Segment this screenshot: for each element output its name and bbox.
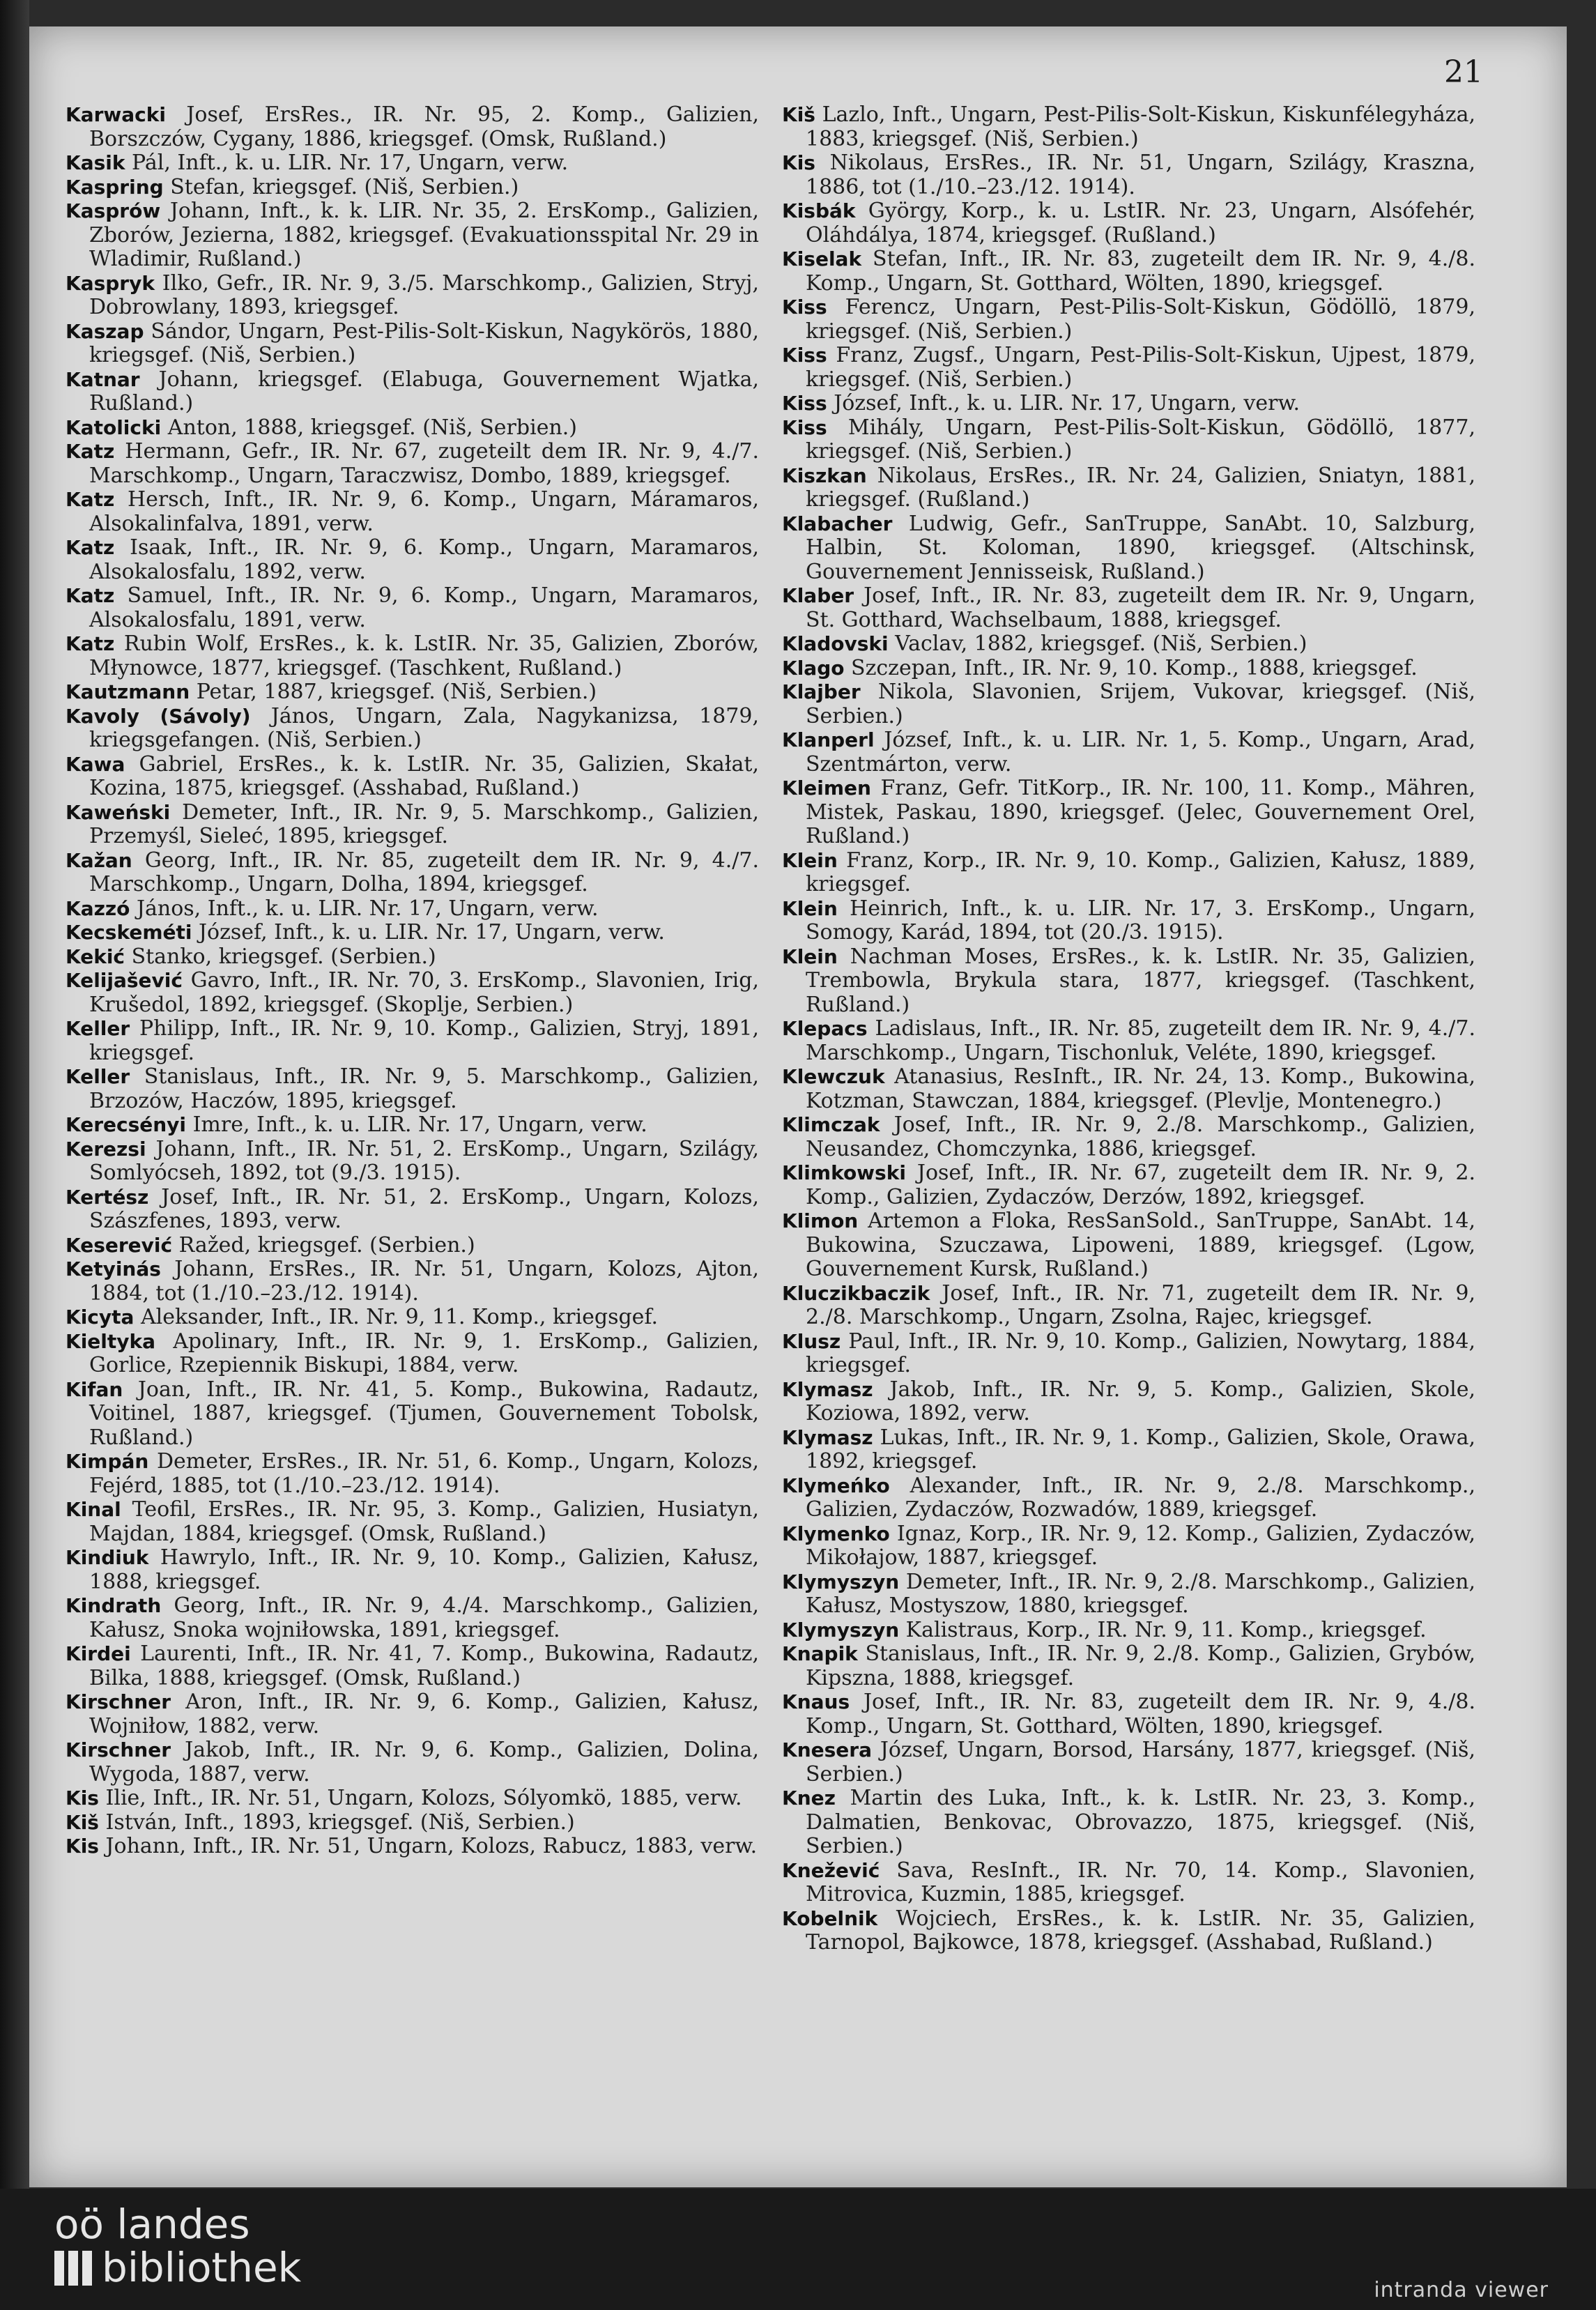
entry-surname: Klein [782,896,838,920]
register-entry [66,1113,759,1138]
entry-surname: Klein [782,944,838,968]
register-entry [782,680,1475,728]
register-entry [782,1619,1475,1643]
entry-details: Sándor, Ungarn, Pest-Pilis-Solt-Kiskun, Nagykörös, 1880, kriegsgef. (Niš, Serbien.) [89,319,759,367]
entry-details: Sava, ResInft., IR. Nr. 70, 14. Komp., Slavonien, Mitrovica, Kuzmin, 1885, kriegsgef. [806,1858,1475,1906]
entry-surname: Kautzmann [66,680,190,703]
entry-details: Demeter, Inft., IR. Nr. 9, 2./8. Marschkomp., Galizien, Kałusz, Mostyszow, 1880, kriegsgef. [806,1569,1475,1618]
entry-details: Josef, Inft., IR. Nr. 83, zugeteilt dem IR. Nr. 9, Ungarn, St. Gotthard, Wachselbaum, 1888, kriegsgef. [806,583,1475,632]
entry-surname: Keserević [66,1233,173,1257]
register-entry [782,728,1475,777]
register-entry [782,1522,1475,1570]
entry-details: Kalistraus, Korp., IR. Nr. 9, 11. Komp., kriegsgef. [905,1617,1427,1642]
register-entry [782,1474,1475,1522]
register-entry [66,945,759,970]
entry-details: Laurenti, Inft., IR. Nr. 41, 7. Komp., Bukowina, Radautz, Bilka, 1888, kriegsgef. (Omsk, Rußland.) [89,1642,759,1690]
register-entry [782,1017,1475,1065]
register-entry [66,1065,759,1113]
entry-surname: Klymenko [782,1522,890,1545]
entry-surname: Klymeńko [782,1474,890,1497]
entry-surname: Kertész [66,1185,149,1209]
entry-details: Georg, Inft., IR. Nr. 85, zugeteilt dem IR. Nr. 9, 4./7. Marschkomp., Ungarn, Dolha, 1894, kriegsgef. [89,848,759,896]
register-entry [66,1330,759,1378]
entry-details: Szczepan, Inft., IR. Nr. 9, 10. Komp., 1888, kriegsgef. [851,655,1418,680]
register-entry [782,1282,1475,1330]
entry-surname: Kluczikbaczik [782,1281,930,1305]
register-entry [782,584,1475,632]
register-entry [66,199,759,272]
entry-surname: Katz [66,536,115,559]
entry-surname: Kladovski [782,632,889,655]
entry-details: Georg, Inft., IR. Nr. 9, 4./4. Marschkomp., Galizien, Kałusz, Snoka wojniłowska, 1891, kriegsgef. [89,1593,759,1642]
register-entry [66,368,759,416]
entry-surname: Knez [782,1787,836,1810]
register-entry [782,512,1475,585]
left-column [66,103,759,1859]
entry-surname: Karwacki [66,103,166,126]
entry-details: Johann, kriegsgef. (Elabuga, Gouvernement Wjatka, Rußland.) [89,367,759,415]
scanned-page [29,26,1567,2187]
register-entry [66,1835,759,1859]
register-entry [66,1594,759,1642]
register-entry [66,488,759,536]
entry-details: Artemon a Floka, ResSanSold., SanTruppe, SanAbt. 14, Bukowina, Szuczawa, Lipoweni, 1889, kriegsgef. (Lgow, Gouvernement Kursk, Rußland.) [806,1209,1475,1281]
register-entry [66,320,759,368]
entry-details: Nachman Moses, ErsRes., k. k. LstIR. Nr. 35, Galizien, Trembowla, Brykula stara, 1877, kriegsgef. (Taschkent, Rußland.) [806,944,1475,1017]
register-entry [782,392,1475,416]
register-entry [782,464,1475,512]
register-entry [66,849,759,897]
register-entry [782,199,1475,247]
register-entry [782,1570,1475,1619]
entry-details: Franz, Zugsf., Ungarn, Pest-Pilis-Solt-Kiskun, Ujpest, 1879, kriegsgef. (Niš, Serbien.) [806,343,1475,392]
register-entry [66,1811,759,1835]
entry-details: Stefan, Inft., IR. Nr. 83, zugeteilt dem IR. Nr. 9, 4./8. Komp., Ungarn, St. Gotthard, Wölten, 1890, kriegsgef. [806,247,1475,296]
entry-details: Stanislaus, Inft., IR. Nr. 9, 5. Marschkomp., Galizien, Brzozów, Haczów, 1895, kriegsgef. [89,1064,759,1113]
entry-surname: Kirschner [66,1738,171,1761]
entry-surname: Klewczuk [782,1065,885,1088]
entry-details: Josef, Inft., IR. Nr. 71, zugeteilt dem IR. Nr. 9, 2./8. Marschkomp., Ungarn, Zsolna, Rajec, kriegsgef. [806,1280,1475,1329]
entry-details: Heinrich, Inft., k. u. LIR. Nr. 17, 3. ErsKomp., Ungarn, Somogy, Karád, 1894, tot (20./3. 1915). [806,896,1475,944]
register-entry [66,1186,759,1234]
entry-surname: Kawa [66,752,125,776]
register-entry [66,416,759,441]
entry-details: Pál, Inft., k. u. LIR. Nr. 17, Ungarn, verw. [132,151,569,175]
entry-surname: Kiss [782,415,827,439]
page-edge [0,0,29,2189]
entry-details: György, Korp., k. u. LstIR. Nr. 23, Ungarn, Alsófehér, Oláhdálya, 1874, kriegsgef. (Rußland.) [806,199,1475,247]
entry-surname: Klabacher [782,512,893,535]
entry-surname: Kaspring [66,175,164,199]
entry-surname: Kiš [66,1810,99,1834]
entry-details: Johann, ErsRes., IR. Nr. 51, Ungarn, Kolozs, Ajton, 1884, tot (1./10.–23./12. 1914). [89,1257,759,1306]
entry-surname: Klymyszyn [782,1618,900,1642]
entry-details: Philipp, Inft., IR. Nr. 9, 10. Komp., Galizien, Stryj, 1891, kriegsgef. [89,1016,759,1065]
entry-surname: Kaspryk [66,271,155,295]
entry-details: Josef, Inft., IR. Nr. 83, zugeteilt dem IR. Nr. 9, 4./8. Komp., Ungarn, St. Gotthard, Wölten, 1890, kriegsgef. [806,1690,1475,1738]
entry-details: Franz, Gefr. TitKorp., IR. Nr. 100, 11. Komp., Mähren, Mistek, Paskau, 1890, kriegsgef. (Jelec, Gouvernement Orel, Rußland.) [806,776,1475,848]
register-entry [66,1787,759,1811]
entry-surname: Kobelnik [782,1906,878,1930]
register-entry [66,801,759,849]
entry-surname: Kifan [66,1377,123,1401]
entry-surname: Kiss [782,392,827,415]
entry-surname: Kiss [782,296,827,319]
entry-surname: Kieltyka [66,1329,156,1353]
entry-surname: Kimpán [66,1450,149,1473]
entry-details: Hermann, Gefr., IR. Nr. 67, zugeteilt dem IR. Nr. 9, 4./7. Marschkomp., Ungarn, Taraczwisz, Dombo, 1889, kriegsgef. [89,439,759,488]
register-entry [782,296,1475,344]
entry-surname: Katz [66,488,115,511]
entry-details: Josef, Inft., IR. Nr. 9, 2./8. Marschkomp., Galizien, Neusandez, Chomczynka, 1886, kriegsgef. [806,1112,1475,1161]
entry-details: József, Inft., k. u. LIR. Nr. 17, Ungarn, verw. [199,920,665,944]
entry-surname: Kaweński [66,800,171,824]
register-entry [66,969,759,1017]
entry-surname: Klaber [782,584,854,607]
register-entry [782,849,1475,897]
entry-details: Wojciech, ErsRes., k. k. LstIR. Nr. 35, Galizien, Tarnopol, Bajkowce, 1878, kriegsgef. (Asshabad, Rußland.) [806,1906,1475,1955]
register-entry [782,416,1475,464]
entry-details: Lukas, Inft., IR. Nr. 9, 1. Komp., Galizien, Skole, Orawa, 1892, kriegsgef. [806,1425,1475,1474]
logo-line-2: bibliothek [102,2244,302,2291]
entry-surname: Katz [66,440,115,463]
entry-surname: Keller [66,1017,130,1040]
entry-details: Vaclav, 1882, kriegsgef. (Niš, Serbien.) [895,632,1307,656]
entry-surname: Kirdei [66,1642,131,1665]
entry-surname: Klusz [782,1329,841,1353]
entry-details: Hersch, Inft., IR. Nr. 9, 6. Komp., Ungarn, Máramaros, Alsokalinfalva, 1891, verw. [89,487,759,536]
entry-surname: Knapik [782,1642,858,1665]
entry-surname: Kindiuk [66,1546,149,1569]
register-entry [66,897,759,921]
entry-surname: Kasik [66,151,125,174]
entry-surname: Klanperl [782,728,875,751]
register-entry [66,584,759,632]
register-entry [66,1642,759,1690]
register-entry [782,777,1475,849]
entry-details: Ignaz, Korp., IR. Nr. 9, 12. Komp., Galizien, Zydaczów, Mikołajow, 1887, kriegsgef. [806,1521,1475,1570]
register-entry [66,1257,759,1306]
entry-surname: Kis [782,151,815,174]
register-entry [782,1907,1475,1955]
entry-surname: Klimon [782,1209,859,1232]
entry-details: Anton, 1888, kriegsgef. (Niš, Serbien.) [167,415,578,440]
register-entry [782,657,1475,681]
register-entry [782,1642,1475,1690]
register-entry [782,1113,1475,1161]
entry-surname: Kiselak [782,247,862,270]
entry-surname: Kerecsényi [66,1113,187,1136]
entry-surname: Kaszap [66,319,144,343]
entry-details: Ilie, Inft., IR. Nr. 51, Ungarn, Kolozs, Sólyomkö, 1885, verw. [105,1786,742,1810]
entry-details: Paul, Inft., IR. Nr. 9, 10. Komp., Galizien, Nowytarg, 1884, kriegsgef. [806,1329,1475,1377]
register-entry [66,1378,759,1451]
register-entry [782,1426,1475,1474]
entry-surname: Kleimen [782,777,871,800]
entry-surname: Knežević [782,1858,880,1882]
register-entry [782,103,1475,151]
entry-details: Atanasius, ResInft., IR. Nr. 24, 13. Komp., Bukowina, Kotzman, Stawczan, 1884, kriegsgef. (Plevlje, Montenegro.) [806,1064,1475,1113]
register-entry [66,272,759,320]
register-entry [66,536,759,584]
page-number: 21 [1444,54,1483,90]
entry-surname: Kažan [66,848,132,872]
register-entry [66,1234,759,1258]
register-entry [66,1498,759,1546]
entry-details: Johann, Inft., k. k. LIR. Nr. 35, 2. ErsKomp., Galizien, Zborów, Jezierna, 1882, kriegsgef. (Evakuationsspital Nr. 29 in Wladimir, Rußland.) [89,199,759,271]
entry-details: Nikolaus, ErsRes., IR. Nr. 24, Galizien, Sniatyn, 1881, kriegsgef. (Rußland.) [806,463,1475,512]
register-entry [782,1738,1475,1787]
entry-details: Ludwig, Gefr., SanTruppe, SanAbt. 10, Salzburg, Halbin, St. Koloman, 1890, kriegsgef. (Altschinsk, Gouvernement Jennisseisk, Rußland.) [806,511,1475,584]
entry-surname: Katolicki [66,415,162,439]
entry-surname: Kinal [66,1498,121,1521]
entry-details: Jakob, Inft., IR. Nr. 9, 5. Komp., Galizien, Skole, Koziowa, 1892, verw. [806,1377,1475,1425]
entry-details: József, Inft., k. u. LIR. Nr. 17, Ungarn, verw. [834,391,1300,415]
register-entry [66,1546,759,1594]
entry-details: Josef, Inft., IR. Nr. 51, 2. ErsKomp., Ungarn, Kolozs, Szászfenes, 1893, verw. [89,1184,759,1233]
entry-details: Josef, ErsRes., IR. Nr. 95, 2. Komp., Galizien, Borszczów, Cygany, 1886, kriegsgef. (Omsk, Rußland.) [89,102,759,151]
register-entry [66,440,759,488]
register-entry [66,1690,759,1738]
viewer-brand: intranda viewer [1374,2278,1549,2302]
register-entry [66,1738,759,1787]
entry-surname: Katz [66,632,115,655]
entry-surname: Kis [66,1787,99,1810]
register-entry [66,705,759,753]
entry-details: Joan, Inft., IR. Nr. 41, 5. Komp., Bukowina, Radautz, Voitinel, 1887, kriegsgef. (Tjumen, Gouvernement Tobolsk, Rußland.) [89,1377,759,1450]
entry-details: János, Inft., k. u. LIR. Nr. 17, Ungarn, verw. [136,896,599,921]
entry-surname: Kicyta [66,1306,135,1329]
entry-surname: Klymasz [782,1425,873,1449]
entry-surname: Katnar [66,367,140,391]
register-entry [66,632,759,680]
entry-details: Rubin Wolf, ErsRes., k. k. LstIR. Nr. 35, Galizien, Zborów, Młynowce, 1877, kriegsgef. (Taschkent, Rußland.) [89,632,759,680]
entry-details: Johann, Inft., IR. Nr. 51, Ungarn, Kolozs, Rabucz, 1883, verw. [105,1834,758,1858]
entry-surname: Kecskeméti [66,921,192,944]
register-entry [66,680,759,705]
entry-surname: Kasprów [66,199,161,222]
entry-surname: Kis [66,1835,99,1858]
entry-details: Ladislaus, Inft., IR. Nr. 85, zugeteilt dem IR. Nr. 9, 4./7. Marschkomp., Ungarn, Tischonluk, Veléte, 1890, kriegsgef. [806,1016,1475,1065]
entry-surname: Klein [782,848,838,872]
entry-surname: Klymyszyn [782,1570,900,1593]
register-entry [66,151,759,176]
entry-details: Hawrylo, Inft., IR. Nr. 9, 10. Komp., Galizien, Kałusz, 1888, kriegsgef. [89,1545,759,1594]
entry-surname: Kerezsi [66,1137,146,1161]
register-entry [782,1161,1475,1209]
register-entry [66,176,759,200]
entry-details: Mihály, Ungarn, Pest-Pilis-Solt-Kiskun, Gödöllö, 1877, kriegsgef. (Niš, Serbien.) [806,415,1475,464]
entry-surname: Kirschner [66,1690,171,1713]
entry-details: Josef, Inft., IR. Nr. 67, zugeteilt dem IR. Nr. 9, 2. Komp., Galizien, Zydaczów, Derzów, 1892, kriegsgef. [806,1161,1475,1209]
register-entry [782,897,1475,945]
entry-surname: Klago [782,656,845,680]
entry-details: Lazlo, Inft., Ungarn, Pest-Pilis-Solt-Kiskun, Kiskunfélegyháza, 1883, kriegsgef. (Niš, Serbien.) [806,102,1475,151]
entry-surname: Klimczak [782,1113,880,1136]
entry-details: Apolinary, Inft., IR. Nr. 9, 1. ErsKomp., Galizien, Gorlice, Rzepiennik Biskupi, 1884, verw. [89,1329,759,1377]
entry-details: Jakob, Inft., IR. Nr. 9, 6. Komp., Galizien, Dolina, Wygoda, 1887, verw. [89,1738,759,1787]
entry-surname: Ketyinás [66,1257,161,1280]
register-entry [782,1690,1475,1738]
entry-surname: Kisbák [782,199,856,222]
entry-surname: Keller [66,1065,130,1088]
entry-details: János, Ungarn, Zala, Nagykanizsa, 1879, kriegsgefangen. (Niš, Serbien.) [89,703,759,752]
entry-surname: Klajber [782,680,861,703]
entry-details: Demeter, ErsRes., IR. Nr. 51, 6. Komp., Ungarn, Kolozs, Fejérd, 1885, tot (1./10.–23./12. 1914). [89,1449,759,1498]
entry-surname: Kekić [66,944,125,968]
entry-details: Stanko, kriegsgef. (Serbien.) [131,944,436,969]
entry-surname: Kavoly (Sávoly) [66,704,251,728]
entry-details: Imre, Inft., k. u. LIR. Nr. 17, Ungarn, verw. [192,1112,647,1137]
register-entry [66,1138,759,1186]
entry-details: Nikolaus, ErsRes., IR. Nr. 51, Ungarn, Szilágy, Kraszna, 1886, tot (1./10.–23./12. 1914). [806,151,1475,199]
entry-details: Teofil, ErsRes., IR. Nr. 95, 3. Komp., Galizien, Husiatyn, Majdan, 1884, kriegsgef. (Omsk, Rußland.) [89,1497,759,1546]
register-entry [66,103,759,151]
logo-line-1: oö landes [54,2201,250,2248]
entry-surname: Kelijašević [66,969,183,992]
register-entry [782,945,1475,1018]
entry-details: Aron, Inft., IR. Nr. 9, 6. Komp., Galizien, Kałusz, Wojniłow, 1882, verw. [89,1690,759,1738]
register-entry [782,247,1475,296]
library-logo[interactable] [54,2203,301,2289]
entry-details: Stefan, kriegsgef. (Niš, Serbien.) [170,174,519,199]
entry-surname: Klepacs [782,1017,868,1040]
entry-surname: Knesera [782,1738,872,1761]
logo-bars-icon [54,2251,96,2286]
entry-details: Stanislaus, Inft., IR. Nr. 9, 2./8. Komp., Galizien, Grybów, Kipszna, 1888, kriegsgef. [806,1642,1475,1690]
register-entry [782,1065,1475,1113]
entry-details: József, Inft., k. u. LIR. Nr. 1, 5. Komp., Ungarn, Arad, Szentmárton, verw. [806,728,1476,777]
entry-surname: Kazzó [66,896,130,920]
entry-details: Aleksander, Inft., IR. Nr. 9, 11. Komp., kriegsgef. [140,1305,659,1329]
entry-details: Ferencz, Ungarn, Pest-Pilis-Solt-Kiskun, Gödöllö, 1879, kriegsgef. (Niš, Serbien.) [806,295,1475,344]
entry-details: József, Ungarn, Borsod, Harsány, 1877, kriegsgef. (Niš, Serbien.) [806,1738,1475,1787]
entry-details: Ilko, Gefr., IR. Nr. 9, 3./5. Marschkomp., Galizien, Stryj, Dobrowlany, 1893, kriegsgef. [89,270,759,319]
right-column [782,103,1475,1955]
entry-surname: Kiš [782,103,815,126]
entry-surname: Kindrath [66,1594,162,1617]
register-entry [66,753,759,801]
entry-surname: Kiszkan [782,464,867,487]
register-entry [782,1330,1475,1378]
register-entry [66,1017,759,1065]
register-entry [782,151,1475,199]
entry-details: Johann, Inft., IR. Nr. 51, 2. ErsKomp., Ungarn, Szilágy, Somlyócseh, 1892, tot (9./3. 1915). [89,1136,759,1185]
entry-details: Nikola, Slavonien, Srijem, Vukovar, kriegsgef. (Niš, Serbien.) [806,680,1476,728]
entry-details: Gabriel, ErsRes., k. k. LstIR. Nr. 35, Galizien, Skałat, Kozina, 1875, kriegsgef. (Asshabad, Rußland.) [89,751,759,800]
entry-details: Ražed, kriegsgef. (Serbien.) [178,1232,475,1257]
entry-details: Martin des Luka, Inft., k. k. LstIR. Nr. 23, 3. Komp., Dalmatien, Benkovac, Obrovazzo, 1875, kriegsgef. (Niš, Serbien.) [806,1786,1475,1858]
entry-details: Demeter, Inft., IR. Nr. 9, 5. Marschkomp., Galizien, Przemyśl, Sieleć, 1895, kriegsgef. [89,800,759,848]
register-entry [66,921,759,945]
entry-surname: Klymasz [782,1377,873,1401]
entry-surname: Kiss [782,344,827,367]
register-entry [782,632,1475,657]
entry-details: Isaak, Inft., IR. Nr. 9, 6. Komp., Ungarn, Maramaros, Alsokalosfalu, 1892, verw. [89,535,759,584]
entry-surname: Knaus [782,1690,850,1713]
entry-details: Petar, 1887, kriegsgef. (Niš, Serbien.) [196,680,597,704]
register-entry [66,1306,759,1330]
entry-surname: Katz [66,584,115,607]
entry-details: Samuel, Inft., IR. Nr. 9, 6. Komp., Ungarn, Maramaros, Alsokalosfalu, 1891, verw. [89,583,759,632]
register-entry [782,1859,1475,1907]
entry-details: István, Inft., 1893, kriegsgef. (Niš, Serbien.) [105,1810,575,1835]
entry-details: Alexander, Inft., IR. Nr. 9, 2./8. Marschkomp., Galizien, Zydaczów, Rozwadów, 1889, kriegsgef. [806,1473,1475,1522]
register-entry [782,1787,1475,1859]
register-entry [782,344,1475,392]
entry-details: Gavro, Inft., IR. Nr. 70, 3. ErsKomp., Slavonien, Irig, Krušedol, 1892, kriegsgef. (Skoplje, Serbien.) [89,968,759,1017]
register-entry [782,1209,1475,1282]
register-entry [782,1378,1475,1426]
register-entry [66,1450,759,1498]
entry-details: Franz, Korp., IR. Nr. 9, 10. Komp., Galizien, Kałusz, 1889, kriegsgef. [806,848,1475,896]
entry-surname: Klimkowski [782,1161,906,1184]
